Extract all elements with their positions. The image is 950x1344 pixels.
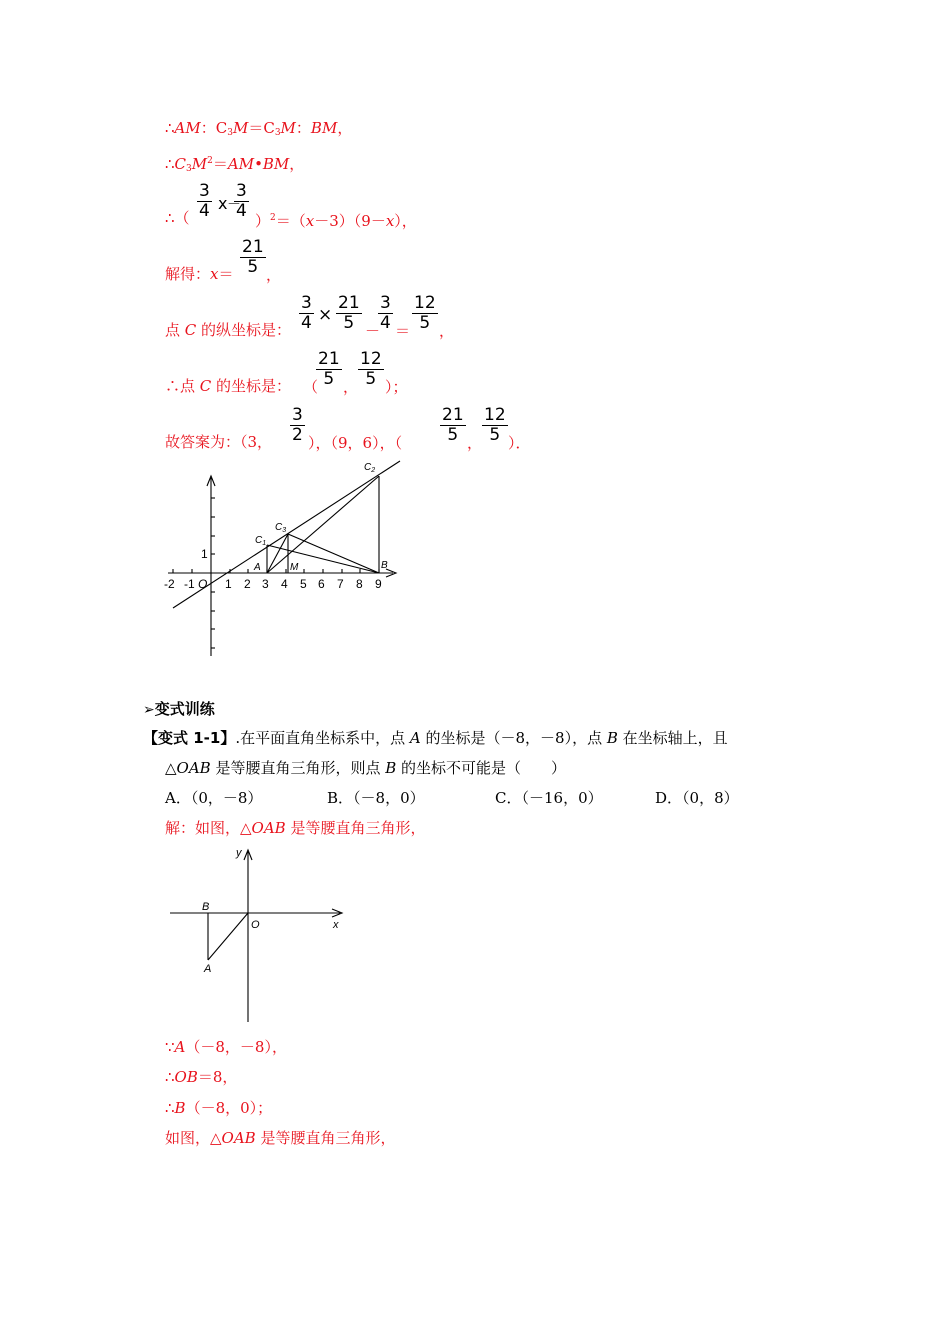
tick-label: 8 xyxy=(356,577,363,591)
denominator: 5 xyxy=(412,313,438,333)
question-text: .在平面直角坐标系中，点 xyxy=(235,729,410,747)
text-eq: ＝ xyxy=(218,265,234,283)
option-b[interactable]: B．（－8，0） xyxy=(327,789,425,807)
text-c: C xyxy=(174,155,187,173)
question-var: A xyxy=(409,729,421,747)
equals-sign: ＝ xyxy=(395,322,411,340)
text-close: ）； xyxy=(385,378,408,396)
text-close: ） xyxy=(255,212,271,230)
tick-label: 4 xyxy=(281,577,288,591)
x-tick-labels xyxy=(164,577,382,591)
point-c1-label xyxy=(255,535,266,547)
variable-x: x xyxy=(305,212,315,230)
fraction xyxy=(482,406,508,445)
text-am: AM xyxy=(174,119,201,137)
therefore-symbol: ∴ xyxy=(165,119,175,137)
text-comma: ， xyxy=(337,119,353,137)
tick-label: 6 xyxy=(318,577,325,591)
denominator: 5 xyxy=(440,425,466,445)
point-c3-label xyxy=(275,522,286,534)
text-eq: ＝ xyxy=(212,155,228,173)
option-a[interactable]: A．（0，－8） xyxy=(165,789,263,807)
numerator: 12 xyxy=(484,405,506,425)
denominator: 4 xyxy=(380,313,391,333)
therefore-symbol: ∴ xyxy=(165,1099,175,1117)
subscript: 3 xyxy=(227,128,233,138)
c-subscript: 1 xyxy=(262,540,267,547)
text-var: OB xyxy=(174,1068,198,1086)
c-letter: C xyxy=(364,462,372,473)
text-c: C xyxy=(199,377,212,395)
subscript: 3 xyxy=(186,164,192,174)
y-axis-label: y xyxy=(236,847,242,859)
text-var: B xyxy=(174,1099,186,1117)
fraction xyxy=(240,238,266,277)
variable-x: x xyxy=(218,194,228,213)
question-var: B xyxy=(385,759,397,777)
numerator: 12 xyxy=(414,293,436,313)
denominator: 5 xyxy=(240,257,266,277)
text-m: M xyxy=(280,119,296,137)
text-therefore-point: ∴点 xyxy=(165,377,200,395)
origin-label: O xyxy=(198,577,208,591)
numerator: 21 xyxy=(442,405,464,425)
text: ＝8， xyxy=(197,1068,238,1086)
numerator: 3 xyxy=(380,293,391,313)
section-title: 变式训练 xyxy=(154,700,215,718)
numerator: 3 xyxy=(292,405,303,425)
text: 是等腰直角三角形， xyxy=(255,1129,396,1147)
tick-label: 7 xyxy=(337,577,344,591)
question-var: B xyxy=(606,729,618,747)
text-open: ∴（ xyxy=(165,209,190,227)
text-m: M xyxy=(191,155,208,173)
c-letter: C xyxy=(255,535,263,546)
tick-label: -2 xyxy=(164,577,175,591)
point-b-label: B xyxy=(381,560,388,571)
fraction xyxy=(378,294,393,333)
because-symbol: ∵ xyxy=(165,1038,175,1056)
solution-bottom-2 xyxy=(165,1037,287,1057)
question-text: 在坐标轴上，且 xyxy=(617,729,728,747)
c-subscript: 2 xyxy=(371,467,376,474)
point-m-label: M xyxy=(290,562,299,573)
fraction xyxy=(197,182,212,221)
question-text: 的坐标是（－8，－8），点 xyxy=(420,729,607,747)
fraction xyxy=(290,406,305,445)
solution-line-1 xyxy=(165,118,352,143)
numerator: 3 xyxy=(301,293,312,313)
numerator: 21 xyxy=(242,237,264,257)
text: 解：如图，△ xyxy=(165,819,252,837)
question-line-2 xyxy=(165,758,566,778)
section-heading xyxy=(143,698,215,719)
line-3-rest xyxy=(255,208,417,231)
denominator: 2 xyxy=(292,425,303,445)
tick-label: 9 xyxy=(375,577,382,591)
numerator: 21 xyxy=(338,293,360,313)
y-tick-label: 1 xyxy=(201,547,208,561)
text-var: A xyxy=(174,1038,186,1056)
variable-x: x xyxy=(385,212,395,230)
option-d[interactable]: D．（0，8） xyxy=(655,789,739,807)
text: （－8，－8）， xyxy=(185,1038,287,1056)
coordinate-graph-2 xyxy=(160,840,360,1030)
x-axis-label: x xyxy=(333,919,339,931)
line-3-text xyxy=(165,208,190,228)
numerator: 21 xyxy=(318,349,340,369)
solution-bottom-1 xyxy=(165,818,425,838)
text-var: OAB xyxy=(251,819,286,837)
text-comma: ， xyxy=(439,322,455,340)
denominator: 4 xyxy=(301,313,312,333)
tick-label: 1 xyxy=(225,577,232,591)
text-expr: －3）（9－ xyxy=(314,212,386,230)
text-label: 的坐标是： xyxy=(211,377,292,395)
fraction xyxy=(440,406,466,445)
graph2-labels xyxy=(202,847,339,975)
text: 是等腰直角三角形， xyxy=(285,819,426,837)
solution-bottom-4 xyxy=(165,1098,272,1118)
denominator: 4 xyxy=(236,201,247,221)
text-var: OAB xyxy=(221,1129,256,1147)
point-b-label: B xyxy=(202,901,210,913)
denominator: 5 xyxy=(358,369,384,389)
option-c[interactable]: C．（－16，0） xyxy=(495,789,603,807)
point-c2-label xyxy=(364,462,375,474)
segment-a-o xyxy=(208,913,248,960)
question-text: 是等腰直角三角形，则点 xyxy=(210,759,386,777)
text-eq: ＝（ xyxy=(275,212,306,230)
text-solve: 解得： xyxy=(165,265,211,283)
numerator: 3 xyxy=(236,181,247,201)
c-subscript: 3 xyxy=(282,527,287,534)
variable-x: x xyxy=(210,265,219,283)
point-labels xyxy=(253,462,388,573)
text-point: 点 xyxy=(165,321,185,339)
point-a-label: A xyxy=(254,562,261,573)
text-open: （ xyxy=(303,378,319,396)
numerator: 12 xyxy=(360,349,382,369)
solution-line-2 xyxy=(165,151,304,179)
line-7-text xyxy=(165,432,272,452)
coordinate-graph-1 xyxy=(160,455,410,665)
text-comma: ， xyxy=(289,155,305,173)
text-comma: ， xyxy=(343,378,359,396)
c-letter: C xyxy=(275,522,283,533)
text-end: ）， xyxy=(394,212,417,230)
tick-label: 2 xyxy=(244,577,251,591)
denominator: 5 xyxy=(316,369,342,389)
text-c: ：C xyxy=(200,119,228,137)
therefore-symbol: ∴ xyxy=(165,1068,175,1086)
question-line-1 xyxy=(143,728,728,748)
fraction xyxy=(358,350,384,389)
text-am-bm: AM•BM xyxy=(227,155,290,173)
minus-sign: － xyxy=(365,322,381,340)
fraction xyxy=(299,294,314,333)
arrow-icon: ➢ xyxy=(143,702,155,718)
question-text: 的坐标不可能是（ ） xyxy=(396,759,567,777)
therefore-symbol: ∴ xyxy=(165,155,175,173)
minus-sign: － xyxy=(227,197,241,213)
text-colon: ： xyxy=(295,119,311,137)
superscript: 2 xyxy=(270,213,276,223)
point-a-label: A xyxy=(204,963,212,975)
fraction xyxy=(336,294,362,333)
question-var: OAB xyxy=(176,759,211,777)
tick-label: 3 xyxy=(262,577,269,591)
text-c: C xyxy=(184,321,197,339)
fraction xyxy=(412,294,438,333)
times-sign: × xyxy=(318,305,333,325)
x-tick-marks xyxy=(173,569,379,573)
superscript: 2 xyxy=(207,156,213,166)
text-answer: 故答案为：（3， xyxy=(165,433,273,451)
text: 如图，△ xyxy=(165,1129,222,1147)
triangle-symbol: △ xyxy=(165,759,177,777)
denominator: 5 xyxy=(482,425,508,445)
text: （－8，0）； xyxy=(185,1099,273,1117)
text-m: M xyxy=(232,119,249,137)
line-6-text xyxy=(165,376,291,396)
text-answer-end: ）． xyxy=(508,434,531,452)
fraction xyxy=(234,182,249,221)
text-label: 的纵坐标是： xyxy=(196,321,292,339)
denominator: 5 xyxy=(336,313,362,333)
line-5-text xyxy=(165,320,291,340)
subscript: 3 xyxy=(274,128,281,138)
text-comma: ， xyxy=(467,434,483,452)
text-comma: ， xyxy=(266,266,282,284)
numerator: 3 xyxy=(199,181,210,201)
solution-bottom-5 xyxy=(165,1128,395,1148)
text-answer-mid: ），（9，6），（ xyxy=(308,434,403,452)
origin-label: O xyxy=(251,919,260,931)
fraction xyxy=(316,350,342,389)
question-label: 【变式 1-1】 xyxy=(143,729,236,747)
solution-bottom-3 xyxy=(165,1067,237,1087)
text-eq-c: ＝C xyxy=(248,119,275,137)
tick-label: 5 xyxy=(300,577,307,591)
text-bm: BM xyxy=(310,119,338,137)
tick-label: -1 xyxy=(184,577,195,591)
denominator: 4 xyxy=(199,201,210,221)
line-4-text xyxy=(165,264,234,284)
